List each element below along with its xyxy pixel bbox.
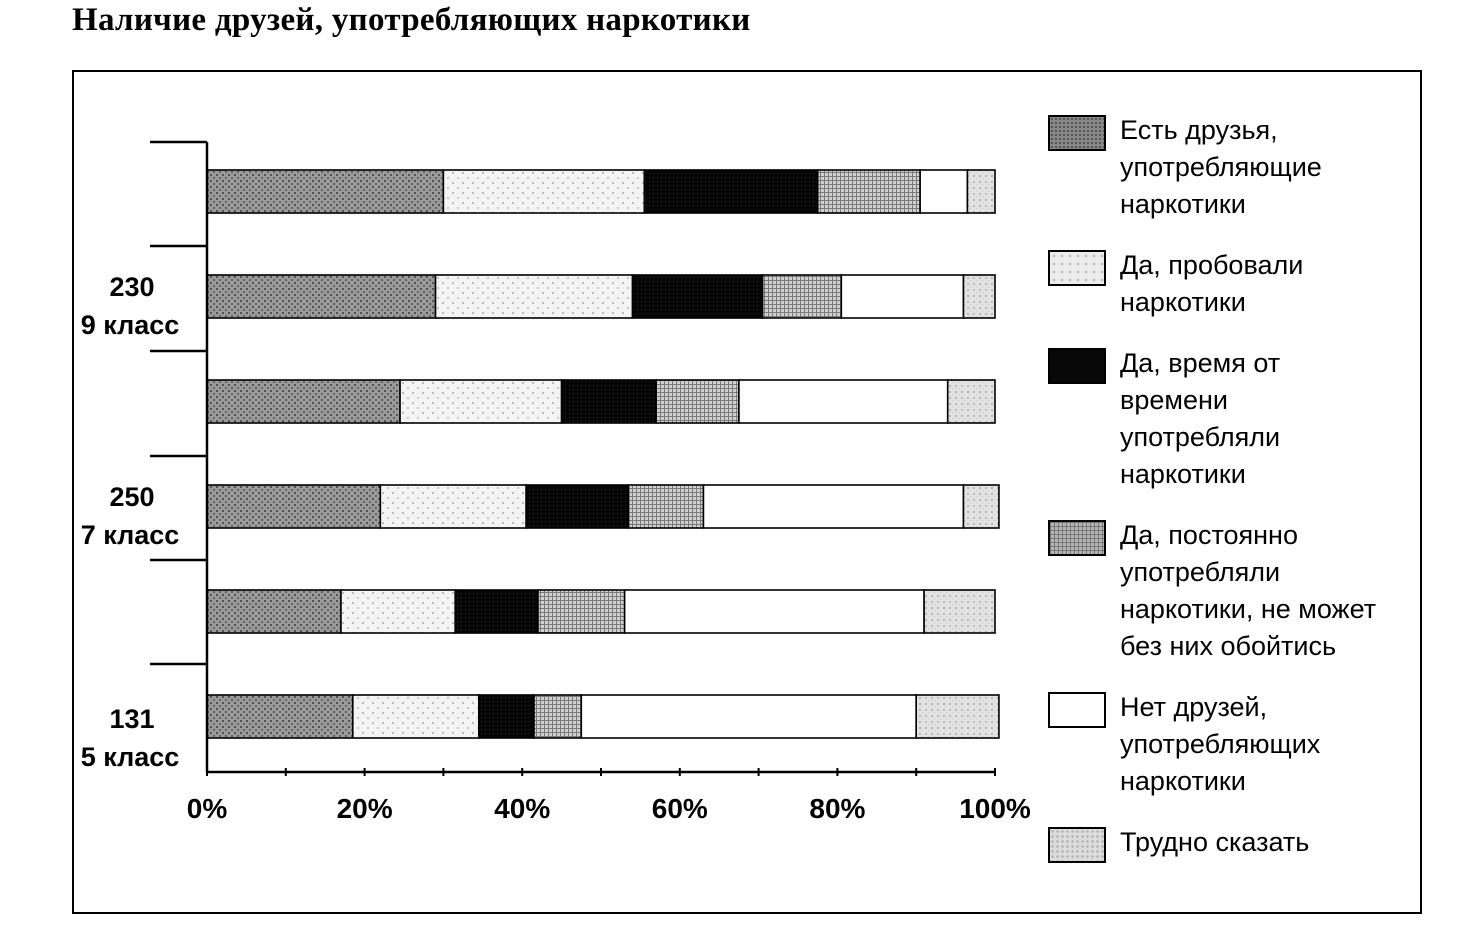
group-count-label: 250 bbox=[109, 482, 155, 512]
legend-label-lines: Нет друзей, употребляющих наркотики bbox=[1120, 692, 1321, 796]
legend-label-lines: Да, пробовали наркотики bbox=[1120, 250, 1304, 317]
bar-segment bbox=[353, 695, 479, 738]
bar-segment bbox=[924, 590, 995, 633]
legend-item bbox=[1048, 824, 1418, 861]
bar-segment bbox=[207, 275, 436, 318]
x-tick-label: 60% bbox=[651, 793, 708, 824]
bar-segment bbox=[948, 380, 995, 423]
bar-segment bbox=[455, 590, 538, 633]
bar-segment bbox=[633, 275, 763, 318]
legend-swatch bbox=[1048, 827, 1106, 863]
group-count-label: 230 bbox=[109, 272, 155, 302]
legend-item bbox=[1048, 345, 1418, 493]
bar-segment bbox=[538, 590, 625, 633]
bar-segment bbox=[341, 590, 455, 633]
x-tick-label: 20% bbox=[336, 793, 393, 824]
bar-segment bbox=[963, 275, 995, 318]
legend-swatch bbox=[1048, 520, 1106, 556]
x-tick-label: 0% bbox=[186, 793, 228, 824]
bar-segment bbox=[207, 695, 353, 738]
group-grade-label: 9 класс bbox=[80, 310, 180, 340]
bar-segment bbox=[479, 695, 534, 738]
bar-segment bbox=[703, 485, 963, 528]
bar-segment bbox=[841, 275, 963, 318]
bar-segment bbox=[920, 170, 967, 213]
legend-item bbox=[1048, 517, 1418, 665]
bar-segment bbox=[581, 695, 916, 738]
bar-segment bbox=[207, 170, 443, 213]
legend-item bbox=[1048, 112, 1418, 223]
bar-segment bbox=[656, 380, 739, 423]
bar-segment bbox=[916, 695, 999, 738]
bar-segment bbox=[963, 485, 998, 528]
bar-segment bbox=[644, 170, 817, 213]
chart-title: Наличие друзей, употребляющих наркотики bbox=[72, 2, 751, 38]
bar-segment bbox=[380, 485, 526, 528]
x-tick-label: 80% bbox=[809, 793, 866, 824]
bar-segment bbox=[818, 170, 920, 213]
bar-segment bbox=[436, 275, 633, 318]
bar-segment bbox=[207, 485, 380, 528]
legend-item bbox=[1048, 689, 1418, 800]
legend-swatch bbox=[1048, 115, 1106, 151]
x-tick-label: 100% bbox=[959, 793, 1031, 824]
legend-label-lines: Трудно сказать bbox=[1120, 827, 1310, 857]
group-grade-label: 7 класс bbox=[80, 520, 180, 550]
legend-swatch bbox=[1048, 348, 1106, 384]
group-grade-label: 5 класс bbox=[80, 742, 180, 772]
bar-segment bbox=[739, 380, 948, 423]
bar-segment bbox=[629, 485, 704, 528]
bar-segment bbox=[763, 275, 842, 318]
bar-segment bbox=[534, 695, 581, 738]
bar-segment bbox=[562, 380, 657, 423]
bar-segment bbox=[625, 590, 924, 633]
bar-segment bbox=[967, 170, 995, 213]
legend-swatch bbox=[1048, 250, 1106, 286]
bar-segment bbox=[400, 380, 562, 423]
legend-label-lines: Да, постоянно употребляли наркотики, не может без них обойтись bbox=[1120, 520, 1377, 661]
bar-segment bbox=[207, 590, 341, 633]
legend-label-lines: Есть друзья, употребляющие наркотики bbox=[1120, 115, 1322, 219]
bar-segment bbox=[443, 170, 644, 213]
bar-segment bbox=[526, 485, 628, 528]
x-tick-label: 40% bbox=[494, 793, 551, 824]
bar-segment bbox=[207, 380, 400, 423]
legend-item bbox=[1048, 247, 1418, 321]
legend-label-lines: Да, время от времени употребляли наркотики bbox=[1120, 348, 1281, 489]
legend-swatch bbox=[1048, 692, 1106, 728]
chart-legend bbox=[1048, 112, 1418, 861]
group-count-label: 131 bbox=[109, 704, 155, 734]
